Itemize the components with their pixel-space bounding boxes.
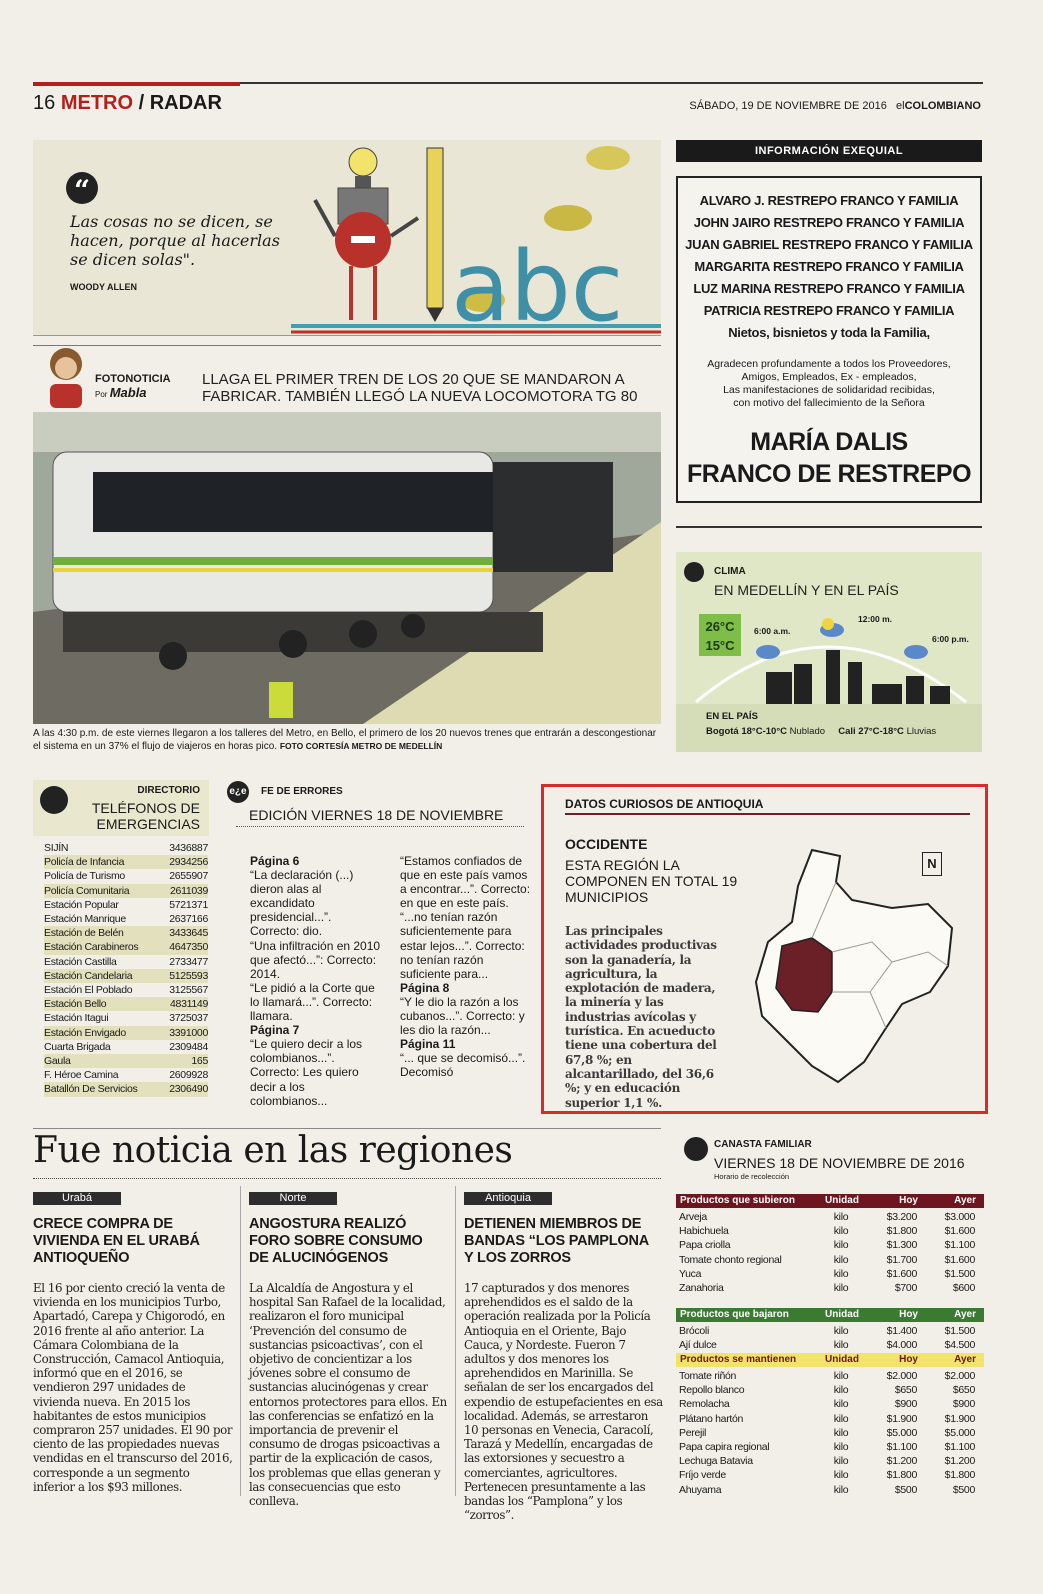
regions-dotted-rule — [33, 1178, 661, 1179]
city-2-condition: Lluvias — [906, 726, 937, 737]
price-today: $4.000 — [886, 1339, 917, 1352]
price-today: $650 — [894, 1384, 917, 1397]
product-unit: kilo — [833, 1469, 849, 1482]
product-unit: kilo — [833, 1398, 849, 1411]
basket-icon — [684, 1137, 708, 1161]
errata-rule — [236, 826, 524, 827]
family-name-line: JOHN JAIRO RESTREPO FRANCO Y FAMILIA — [693, 215, 965, 230]
brand-prefix: el — [896, 100, 905, 112]
price-group-rows — [679, 1324, 981, 1352]
price-today: $3.200 — [886, 1211, 917, 1223]
price-today: $2.000 — [886, 1370, 917, 1382]
price-today: $1.300 — [886, 1239, 917, 1252]
errata-page: Página 8 — [400, 980, 450, 995]
country-label: EN EL PAÍS — [706, 711, 758, 722]
col-unidad: Unidad — [825, 1195, 859, 1206]
deceased-name-line-2: FRANCO DE RESTREPO — [686, 460, 972, 488]
phone-number: 5125593 — [169, 969, 208, 982]
quote-mark-icon: “ — [66, 172, 98, 204]
price-today: $1.900 — [886, 1412, 917, 1425]
price-row — [679, 1483, 981, 1497]
phone-row — [44, 1082, 208, 1096]
product-name: Ahuyama — [679, 1483, 722, 1496]
product-name: Remolacha — [679, 1398, 730, 1411]
product-unit: kilo — [833, 1441, 849, 1454]
family-name-line: Nietos, bisnietos y toda la Familia, — [728, 325, 930, 340]
region-tag: Antioquia — [464, 1192, 552, 1205]
phone-row — [44, 969, 208, 983]
phone-name: Estación Manrique — [44, 913, 126, 926]
errata-page: Página 6 — [250, 854, 300, 868]
phone-name: Policía Comunitaria — [44, 884, 130, 897]
fotonoticia-byline — [95, 385, 171, 400]
errata-page: Página 7 — [250, 1023, 300, 1038]
errata-column-1 — [250, 854, 382, 1108]
price-today: $1.600 — [886, 1267, 917, 1280]
price-yesterday: $650 — [952, 1384, 975, 1397]
phone-row — [44, 912, 208, 926]
errata-entry: “... que se decomisó...”. Decomisó — [400, 1051, 526, 1080]
phone-name: Policía de Infancia — [44, 856, 125, 869]
phone-number: 4831149 — [170, 998, 208, 1011]
brand-name: COLOMBIANO — [904, 100, 981, 112]
regions-title: Fue noticia en las regiones — [33, 1130, 513, 1171]
fotonoticia-rule — [33, 345, 661, 346]
price-group-rows — [679, 1210, 981, 1295]
product-name: Tomate riñón — [679, 1370, 737, 1382]
curious-facts-rule — [565, 813, 970, 815]
phone-name: Estación Castilla — [44, 955, 117, 968]
family-name-line: PATRICIA RESTREPO FRANCO Y FAMILIA — [703, 303, 955, 318]
phone-name: SIJÍN — [44, 842, 69, 854]
phone-number: 4647350 — [169, 941, 208, 954]
price-yesterday: $4.500 — [944, 1339, 975, 1352]
column-separator — [240, 1186, 241, 1496]
deceased-name — [678, 426, 980, 490]
city-1: Bogotá — [706, 726, 739, 737]
price-yesterday: $1.100 — [944, 1239, 975, 1252]
phone-row — [44, 983, 208, 997]
product-name: Habichuela — [679, 1225, 729, 1238]
illustrator-avatar-icon — [40, 340, 92, 410]
subsection-name: / RADAR — [138, 92, 222, 114]
phone-name: Estación de Belén — [44, 927, 124, 940]
product-unit: kilo — [833, 1282, 849, 1295]
product-name: Fríjo verde — [679, 1469, 726, 1482]
deceased-name-line-1: MARÍA DALIS — [750, 428, 908, 456]
price-today: $900 — [894, 1398, 917, 1411]
col-hoy: Hoy — [899, 1195, 918, 1206]
product-name: Perejil — [679, 1426, 707, 1439]
country-weather — [706, 726, 976, 737]
city-1-condition: Nublado — [789, 726, 826, 737]
phone-number: 2733477 — [169, 955, 208, 968]
article-body: 17 capturados y dos menores aprehendidos es el saldo de la operación realizada por la Policía Antioquia en el Oriente, Bajo Cauca, y Nordeste. Fueron 7 adultos y dos menores los aprehendidos en Marinilla. Se señalan de ser los encargados del expendio de estupefacientes en esa localidad. Además, se arrestaron 10 personas en Venecia, Caracolí, Tarazá y Medellín, encargadas de las extorsiones y secuestro a comerciantes, agricultores. Pertenecen presuntamente a las bandas los “Pamplona” y los “zorros”. — [464, 1281, 663, 1523]
errata-entry: “Y le dio la razón a los cubanos...”. Correcto: y les dio la razón... — [400, 994, 525, 1038]
price-today: $1.700 — [886, 1253, 917, 1266]
product-unit: kilo — [833, 1412, 849, 1425]
price-group-header — [676, 1308, 984, 1322]
phone-name: Batallón De Servicios — [44, 1083, 138, 1096]
phone-row — [44, 926, 208, 940]
price-yesterday: $1.500 — [944, 1267, 975, 1280]
thanks-line: Agradecen profundamente a todos los Proveedores, — [707, 358, 951, 370]
col-unidad: Unidad — [825, 1309, 859, 1320]
product-unit: kilo — [833, 1483, 849, 1496]
phone-row — [44, 884, 208, 898]
product-unit: kilo — [833, 1211, 849, 1223]
errata-subtitle: EDICIÓN VIERNES 18 DE NOVIEMBRE — [249, 807, 504, 823]
product-unit: kilo — [833, 1384, 849, 1397]
phone-name: Estación El Poblado — [44, 984, 133, 997]
family-names — [678, 190, 980, 344]
weather-title: CLIMA — [714, 566, 746, 577]
phone-name: F. Héroe Camina — [44, 1069, 119, 1082]
product-name: Tomate chonto regional — [679, 1253, 782, 1266]
price-row — [679, 1338, 981, 1352]
phone-number: 3125567 — [169, 984, 208, 997]
article-body: El 16 por ciento creció la venta de vivienda en los municipios Turbo, Apartadó, Carepa y Chigorodó, en 2016 frente al año anterior. La Cámara Colombiana de la Construcción, Camacol Antioquia, informó que en el 2016, se vendieron 297 unidades de vivienda nueva. En 2015 los habitantes de estos municipios compraron 257 unidades. El 90 por ciento de las propiedades nuevas vendidas en el transcurso del 2016, corresponde a un segmento inferior a los $93 millones. — [33, 1281, 233, 1494]
price-yesterday: $2.000 — [944, 1370, 975, 1382]
phone-number: 2309484 — [169, 1040, 208, 1053]
product-unit: kilo — [833, 1225, 849, 1238]
price-yesterday: $1.800 — [944, 1469, 975, 1482]
antioquia-map — [752, 842, 972, 1092]
quote-text: Las cosas no se dicen, se hacen, porque al hacerlas se dicen solas". — [70, 212, 280, 269]
page-header — [33, 92, 222, 115]
train-photo — [33, 412, 661, 724]
directory-title: DIRECTORIO — [137, 785, 200, 796]
curious-facts-title: DATOS CURIOSOS DE ANTIOQUIA — [565, 797, 764, 811]
price-group-header — [676, 1353, 984, 1367]
price-yesterday: $1.100 — [944, 1441, 975, 1454]
article-headline: DETIENEN MIEMBROS DE BANDAS “LOS PAMPLONA Y LOS ZORROS — [464, 1216, 649, 1266]
price-row — [679, 1426, 981, 1440]
region-summary: ESTA REGIÓN LA COMPONEN EN TOTAL 19 MUNICIPIOS — [565, 857, 738, 905]
price-row — [679, 1369, 981, 1383]
byline-signature: Mabla — [109, 385, 147, 400]
col-ayer: Ayer — [954, 1354, 976, 1365]
region-tag: Norte — [249, 1192, 337, 1205]
thanks-line: Amigos, Empleados, Ex - empleados, — [741, 371, 917, 383]
price-yesterday: $1.600 — [944, 1253, 975, 1266]
price-today: $1.100 — [886, 1441, 917, 1454]
price-yesterday: $600 — [952, 1282, 975, 1295]
header-date-line — [689, 100, 981, 112]
phone-number: 3436887 — [169, 842, 208, 854]
product-name: Yuca — [679, 1267, 702, 1280]
phone-row — [44, 1068, 208, 1082]
product-unit: kilo — [833, 1370, 849, 1382]
price-row — [679, 1397, 981, 1411]
time-morning: 6:00 a.m. — [754, 626, 791, 636]
temp-min: 15°C — [705, 638, 735, 653]
family-name-line: MARGARITA RESTREPO FRANCO Y FAMILIA — [694, 259, 964, 274]
clima-rule — [676, 526, 982, 528]
price-today: $1.400 — [886, 1325, 917, 1337]
thanks-line: con motivo del fallecimiento de la Señora — [733, 397, 925, 409]
article-headline: CRECE COMPRA DE VIVIENDA EN EL URABÁ ANTIOQUEÑO — [33, 1216, 200, 1266]
price-yesterday: $1.600 — [944, 1225, 975, 1238]
region-tag: Urabá — [33, 1192, 121, 1205]
quote-author: WOODY ALLEN — [70, 282, 137, 292]
phone-icon — [40, 786, 68, 814]
product-unit: kilo — [833, 1267, 849, 1280]
errata-page: Página 11 — [400, 1037, 456, 1052]
column-separator — [455, 1186, 456, 1496]
phone-name: Estación Candelaria — [44, 969, 133, 982]
byline-prefix: Por — [95, 390, 108, 399]
col-unidad: Unidad — [825, 1354, 859, 1365]
phone-number: 2637166 — [169, 913, 208, 926]
product-unit: kilo — [833, 1325, 849, 1337]
errata-entry: “Estamos confiados de que en este país vamos a encontrar...”. Correcto: en que en este país. — [400, 854, 531, 911]
thanks-line: Las manifestaciones de solidaridad recibidas, — [723, 384, 935, 396]
errata-entry: “La declaración (...) dieron alas al excandidato presidencial...”. Correcto: dio. — [250, 868, 354, 939]
phone-row — [44, 1011, 208, 1025]
north-arrow-icon: N — [922, 852, 942, 876]
phone-name: Estación Envigado — [44, 1026, 126, 1039]
price-today: $1.200 — [886, 1455, 917, 1468]
family-name-line: JUAN GABRIEL RESTREPO FRANCO Y FAMILIA — [685, 237, 973, 252]
phone-row — [44, 955, 208, 969]
errata-column-2 — [400, 854, 532, 1080]
product-unit: kilo — [833, 1455, 849, 1468]
phone-row — [44, 1040, 208, 1054]
phone-name: Estación Carabineros — [44, 941, 139, 954]
product-name: Lechuga Batavia — [679, 1455, 753, 1468]
basket-title: CANASTA FAMILIAR — [714, 1139, 812, 1150]
phone-number: 2306490 — [169, 1083, 208, 1096]
weather-subtitle: EN MEDELLÍN Y EN EL PAÍS — [714, 582, 899, 598]
price-row — [679, 1281, 981, 1295]
product-name: Brócoli — [679, 1325, 709, 1337]
errata-entry: “Le pidió a la Corte que lo llamará...”. Correcto: llamara. — [250, 980, 375, 1024]
product-name: Papa capira regional — [679, 1441, 770, 1454]
phone-number: 2611039 — [170, 884, 208, 897]
phone-number: 2934256 — [169, 856, 208, 869]
price-today: $700 — [894, 1282, 917, 1295]
region-name: OCCIDENTE — [565, 836, 648, 852]
product-name: Plátano hartón — [679, 1412, 744, 1425]
basket-subtitle: VIERNES 18 DE NOVIEMBRE DE 2016 — [714, 1155, 965, 1171]
directory-subtitle: TELÉFONOS DE EMERGENCIAS — [91, 800, 200, 832]
time-noon: 12:00 m. — [858, 614, 893, 624]
errata-icon: e¿e — [227, 781, 249, 803]
col-hoy: Hoy — [899, 1309, 918, 1320]
price-row — [679, 1210, 981, 1224]
family-name-line: ALVARO J. RESTREPO FRANCO Y FAMILIA — [699, 193, 959, 208]
photo-credit: FOTO CORTESÍA METRO DE MEDELLÍN — [279, 741, 443, 751]
phone-name: Cuarta Brigada — [44, 1040, 111, 1053]
phone-number: 5721371 — [169, 898, 208, 911]
phone-number: 3725037 — [169, 1012, 208, 1025]
errata-entry: “Le quiero decir a los colombianos...”. Correcto: Les quiero decir a los colombianos... — [250, 1037, 363, 1108]
errata-entry: “Una infiltración en 2010 que afectó...”: Correcto: 2014. — [250, 938, 381, 981]
product-unit: kilo — [833, 1426, 849, 1439]
product-name: Zanahoria — [679, 1282, 724, 1295]
city-1-temp: 18°C-10°C — [741, 726, 787, 737]
price-row — [679, 1454, 981, 1468]
phone-number: 3391000 — [169, 1026, 208, 1039]
price-yesterday: $1.500 — [944, 1325, 975, 1337]
price-row — [679, 1440, 981, 1454]
phone-row — [44, 1054, 208, 1068]
page-number: 16 — [33, 92, 56, 114]
group-label: Productos se mantienen — [680, 1354, 797, 1365]
article-headline: ANGOSTURA REALIZÓ FORO SOBRE CONSUMO DE ALUCINÓGENOS — [249, 1216, 423, 1266]
fotonoticia-label — [95, 373, 171, 400]
phone-list — [44, 841, 208, 1097]
price-row — [679, 1253, 981, 1267]
price-yesterday: $1.900 — [944, 1412, 975, 1425]
exequial-notice — [676, 176, 982, 503]
price-row — [679, 1267, 981, 1281]
phone-name: Gaula — [44, 1055, 71, 1068]
photo-caption — [33, 728, 661, 753]
price-group-rows — [679, 1369, 981, 1497]
price-today: $1.800 — [886, 1469, 917, 1482]
exequial-bar: INFORMACIÓN EXEQUIAL — [676, 140, 982, 162]
phone-row — [44, 869, 208, 883]
price-today: $1.800 — [886, 1225, 917, 1238]
header-accent-bar — [33, 82, 240, 86]
time-evening: 6:00 p.m. — [932, 634, 969, 644]
temperature-badge — [699, 614, 741, 656]
phone-number: 2655907 — [169, 870, 208, 883]
group-label: Productos que bajaron — [680, 1309, 789, 1320]
city-2: Cali — [838, 726, 856, 737]
product-unit: kilo — [833, 1339, 849, 1352]
fotonoticia-headline: LLAGA EL PRIMER TREN DE LOS 20 QUE SE MANDARON A FABRICAR. TAMBIÉN LLEGÓ LA NUEVA LOCOMOTORA TG 80 — [202, 371, 638, 405]
product-name: Arveja — [679, 1211, 707, 1223]
phone-name: Policía de Turismo — [44, 870, 125, 883]
price-yesterday: $900 — [952, 1398, 975, 1411]
section-name: METRO — [60, 92, 134, 114]
phone-number: 3433645 — [169, 927, 208, 940]
price-row — [679, 1412, 981, 1426]
phone-row — [44, 997, 208, 1011]
phone-number: 2609928 — [169, 1069, 208, 1082]
price-yesterday: $1.200 — [944, 1455, 975, 1468]
price-row — [679, 1324, 981, 1338]
phone-row — [44, 841, 208, 855]
phone-row — [44, 1026, 208, 1040]
phone-name: Estación Popular — [44, 898, 119, 911]
product-name: Papa criolla — [679, 1239, 731, 1252]
product-unit: kilo — [833, 1253, 849, 1266]
svg-text:abc: abc — [451, 231, 624, 336]
price-row — [679, 1468, 981, 1482]
phone-row — [44, 855, 208, 869]
phone-row — [44, 940, 208, 954]
phone-number: 165 — [191, 1055, 208, 1068]
caption-text: A las 4:30 p.m. de este viernes llegaron a los talleres del Metro, en Bello, el primero de los 20 nuevos trenes que entrarán a descongestionar el sistema en un 37% el flujo de viajeros en horas pico. — [33, 728, 657, 752]
product-unit: kilo — [833, 1239, 849, 1252]
product-name: Ají dulce — [679, 1339, 717, 1352]
price-row — [679, 1238, 981, 1252]
phone-name: Estación Bello — [44, 998, 107, 1011]
price-yesterday: $5.000 — [944, 1426, 975, 1439]
price-row — [679, 1224, 981, 1238]
price-group-header — [676, 1194, 984, 1208]
family-name-line: LUZ MARINA RESTREPO FRANCO Y FAMILIA — [693, 281, 965, 296]
article-body: La Alcaldía de Angostura y el hospital San Rafael de la localidad, realizaron el foro municipal ‘Prevención del consumo de sustancias psicoactivas’, con el objetivo de concientizar a los jóvenes sobre el consumo de sustancias alucinógenas y crear entornos protectores para ellos. En las conferencias se enfatizó en la importancia de prevenir el consumo de drogas psicoactivas a partir de la explicación de casos, los problemas que ellas generan y las consecuencias que esto conlleva. — [249, 1281, 447, 1509]
price-yesterday: $500 — [952, 1483, 975, 1496]
region-facts: Las principales actividades productivas son la ganadería, la agricultura, la explotación de madera, la minería y las industrias avícolas y turística. En acueducto tiene una cobertura del 67,8 %; en alcantarillado, del 36,6 %; y en educación superior 1,1 %. — [565, 924, 717, 1110]
errata-title: FE DE ERRORES — [261, 786, 343, 797]
regions-rule — [33, 1128, 661, 1129]
phone-row — [44, 898, 208, 912]
errata-entry: “...no tenían razón suficientemente para estar lejos...”. Correcto: no tenían razón suficiente para... — [400, 910, 525, 981]
col-ayer: Ayer — [954, 1195, 976, 1206]
fotonoticia-title: FOTONOTICIA — [95, 373, 171, 385]
thanks-text — [678, 358, 980, 410]
col-ayer: Ayer — [954, 1309, 976, 1320]
group-label: Productos que subieron — [680, 1195, 796, 1206]
issue-date: SÁBADO, 19 DE NOVIEMBRE DE 2016 — [689, 100, 887, 112]
price-today: $5.000 — [886, 1426, 917, 1439]
price-yesterday: $3.000 — [944, 1211, 975, 1223]
temp-max: 26°C — [705, 619, 735, 634]
col-hoy: Hoy — [899, 1354, 918, 1365]
phone-name: Estación Itagui — [44, 1012, 109, 1025]
price-today: $500 — [894, 1483, 917, 1496]
basket-hours: Horario de recolección — [714, 1172, 790, 1181]
price-row — [679, 1383, 981, 1397]
product-name: Repollo blanco — [679, 1384, 745, 1397]
city-2-temp: 27°C-18°C — [858, 726, 904, 737]
